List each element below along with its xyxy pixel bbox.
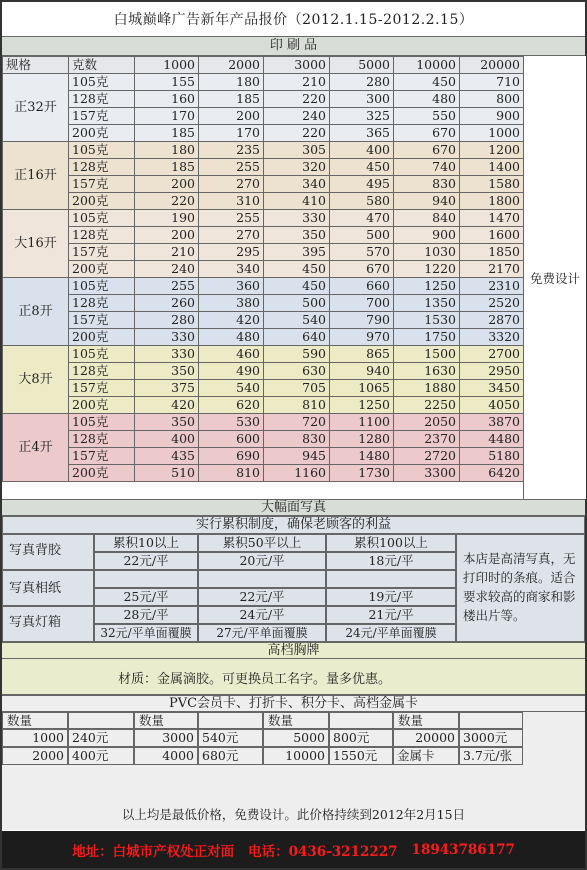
price-cell: 830 [264, 431, 330, 448]
price-cell: 185 [199, 91, 264, 108]
pvc-qty: 20000 [393, 729, 459, 747]
header-qty: 2000 [199, 57, 264, 74]
pvc-price: 3000元 [459, 729, 523, 747]
price-cell: 220 [264, 91, 330, 108]
price-cell: 420 [135, 397, 199, 414]
price-cell: 220 [135, 193, 199, 210]
print-price-table [2, 56, 524, 482]
paper-weight: 157克 [69, 312, 135, 329]
photo-quality-note: 本店是高清写真，无打印时的条痕。适合要求较高的商家和影楼出片等。 [456, 534, 585, 642]
paper-weight: 157克 [69, 244, 135, 261]
price-cell: 1800 [460, 193, 524, 210]
price-cell: 185 [135, 159, 199, 176]
price-cell: 330 [135, 329, 199, 346]
price-cell: 200 [135, 176, 199, 193]
price-cell: 590 [264, 346, 330, 363]
price-cell: 580 [330, 193, 394, 210]
price-cell: 395 [264, 244, 330, 261]
paper-weight: 128克 [69, 91, 135, 108]
price-cell: 970 [330, 329, 394, 346]
price-cell: 235 [199, 142, 264, 159]
price-cell: 900 [394, 227, 460, 244]
pvc-price: 400元 [68, 747, 134, 765]
badge-section [2, 659, 585, 695]
print-row [3, 397, 524, 414]
pvc-price: 540元 [198, 729, 263, 747]
price-cell: 495 [330, 176, 394, 193]
price-cell: 710 [460, 74, 524, 91]
price-cell: 2310 [460, 278, 524, 295]
print-row [3, 74, 524, 91]
price-cell: 280 [330, 74, 394, 91]
paper-weight: 200克 [69, 329, 135, 346]
photo-blank-cell [326, 570, 456, 588]
paper-weight: 128克 [69, 227, 135, 244]
price-cell: 5180 [460, 448, 524, 465]
price-cell: 190 [135, 210, 199, 227]
price-cell: 940 [394, 193, 460, 210]
price-cell: 1220 [394, 261, 460, 278]
photo-row-name: 写真相纸 [2, 570, 94, 606]
paper-weight: 200克 [69, 125, 135, 142]
print-row [3, 227, 524, 244]
price-cell: 630 [264, 363, 330, 380]
price-cell: 180 [199, 74, 264, 91]
print-row [3, 346, 524, 363]
photo-price: 22元/平 [94, 552, 198, 570]
price-cell: 435 [135, 448, 199, 465]
pvc-qty-label: 数量 [2, 712, 68, 729]
price-cell: 295 [199, 244, 264, 261]
price-cell: 1470 [460, 210, 524, 227]
price-cell: 210 [135, 244, 199, 261]
price-cell: 1280 [330, 431, 394, 448]
size-label: 大16开 [3, 210, 69, 278]
price-cell: 4480 [460, 431, 524, 448]
price-cell: 380 [199, 295, 264, 312]
header-qty: 1000 [135, 57, 199, 74]
pvc-qty-label: 数量 [263, 712, 329, 729]
price-cell: 375 [135, 380, 199, 397]
price-cell: 340 [264, 176, 330, 193]
mobile-text: 18943786177 [411, 841, 515, 858]
price-cell: 1160 [264, 465, 330, 482]
print-row [3, 244, 524, 261]
price-cell: 480 [394, 91, 460, 108]
price-cell: 350 [135, 363, 199, 380]
print-row [3, 176, 524, 193]
price-cell: 350 [264, 227, 330, 244]
price-cell: 1730 [330, 465, 394, 482]
free-design-label [523, 56, 586, 499]
header-qty: 5000 [330, 57, 394, 74]
price-cell: 810 [264, 397, 330, 414]
print-row [3, 431, 524, 448]
price-cell: 480 [199, 329, 264, 346]
header-spec: 规格 [3, 57, 69, 74]
price-cell: 1250 [330, 397, 394, 414]
price-cell: 2250 [394, 397, 460, 414]
price-cell: 1480 [330, 448, 394, 465]
price-cell: 450 [330, 159, 394, 176]
paper-weight: 105克 [69, 346, 135, 363]
pvc-qty-label: 数量 [393, 712, 459, 729]
print-section-heading: 印 刷 品 [2, 36, 585, 56]
page-title: 白城巅峰广告新年产品报价（2012.1.15-2012.2.15） [113, 12, 474, 28]
contact-bar [2, 831, 585, 868]
pvc-price: 680元 [198, 747, 263, 765]
size-label: 正4开 [3, 414, 69, 482]
pvc-qty: 4000 [134, 747, 198, 765]
paper-weight: 157克 [69, 108, 135, 125]
pvc-metal-price: 3.7元/张 [459, 747, 523, 765]
price-cell: 500 [330, 227, 394, 244]
price-cell: 260 [135, 295, 199, 312]
pvc-qty: 3000 [134, 729, 198, 747]
price-cell: 420 [199, 312, 264, 329]
price-cell: 620 [199, 397, 264, 414]
print-row [3, 261, 524, 278]
print-row [3, 142, 524, 159]
pvc-metal-label: 金属卡 [393, 747, 459, 765]
photo-price: 25元/平 [94, 588, 198, 606]
paper-weight: 157克 [69, 176, 135, 193]
price-cell: 255 [199, 210, 264, 227]
size-label: 正32开 [3, 74, 69, 142]
paper-weight: 105克 [69, 74, 135, 91]
paper-weight: 105克 [69, 278, 135, 295]
price-cell: 1200 [460, 142, 524, 159]
price-cell: 350 [135, 414, 199, 431]
print-row [3, 278, 524, 295]
photo-price: 20元/平 [198, 552, 326, 570]
price-cell: 2050 [394, 414, 460, 431]
price-cell: 240 [135, 261, 199, 278]
free-design-text: 免费设计 [529, 270, 580, 286]
print-header-row [3, 57, 524, 74]
print-row [3, 312, 524, 329]
price-cell: 1065 [330, 380, 394, 397]
price-cell: 670 [330, 261, 394, 278]
price-cell: 3870 [460, 414, 524, 431]
price-cell: 470 [330, 210, 394, 227]
price-cell: 450 [394, 74, 460, 91]
photo-price: 21元/平 [326, 606, 456, 624]
price-cell: 280 [135, 312, 199, 329]
pvc-price: 800元 [329, 729, 393, 747]
paper-weight: 128克 [69, 431, 135, 448]
address-text: 地址：白城市产权处正对面 [72, 843, 235, 860]
print-row [3, 448, 524, 465]
photo-laminate-price: 32元/平单面覆膜 [94, 624, 198, 642]
pvc-price: 240元 [68, 729, 134, 747]
price-cell: 490 [199, 363, 264, 380]
header-qty: 10000 [394, 57, 460, 74]
price-cell: 940 [330, 363, 394, 380]
price-cell: 305 [264, 142, 330, 159]
photo-price: 28元/平 [94, 606, 198, 624]
pvc-qty: 2000 [2, 747, 68, 765]
price-cell: 790 [330, 312, 394, 329]
price-cell: 550 [394, 108, 460, 125]
price-cell: 1350 [394, 295, 460, 312]
price-cell: 6420 [460, 465, 524, 482]
price-cell: 2720 [394, 448, 460, 465]
price-cell: 700 [330, 295, 394, 312]
paper-weight: 128克 [69, 159, 135, 176]
price-cell: 1500 [394, 346, 460, 363]
print-row [3, 193, 524, 210]
price-cell: 240 [264, 108, 330, 125]
price-cell: 865 [330, 346, 394, 363]
price-cell: 810 [199, 465, 264, 482]
pvc-section-heading: PVC会员卡、打折卡、积分卡、高档金属卡 [2, 695, 585, 712]
price-cell: 670 [394, 125, 460, 142]
price-cell: 2950 [460, 363, 524, 380]
print-row [3, 210, 524, 227]
price-cell: 540 [199, 380, 264, 397]
price-cell: 1750 [394, 329, 460, 346]
paper-weight: 157克 [69, 380, 135, 397]
pvc-qty: 5000 [263, 729, 329, 747]
photo-laminate-price: 24元/平单面覆膜 [326, 624, 456, 642]
price-cell: 2520 [460, 295, 524, 312]
size-label: 正16开 [3, 142, 69, 210]
price-cell: 270 [199, 176, 264, 193]
photo-subheading: 实行累积制度，确保老顾客的利益 [2, 516, 585, 534]
print-row [3, 380, 524, 397]
price-cell: 410 [264, 193, 330, 210]
price-cell: 1580 [460, 176, 524, 193]
print-row [3, 125, 524, 142]
price-cell: 255 [199, 159, 264, 176]
print-row [3, 295, 524, 312]
price-cell: 2170 [460, 261, 524, 278]
price-cell: 365 [330, 125, 394, 142]
photo-blank-cell [198, 570, 326, 588]
price-cell: 200 [135, 227, 199, 244]
paper-weight: 200克 [69, 465, 135, 482]
price-cell: 2870 [460, 312, 524, 329]
price-cell: 830 [394, 176, 460, 193]
price-cell: 945 [264, 448, 330, 465]
price-cell: 1600 [460, 227, 524, 244]
price-cell: 705 [264, 380, 330, 397]
paper-weight: 105克 [69, 210, 135, 227]
price-cell: 900 [460, 108, 524, 125]
price-cell: 400 [135, 431, 199, 448]
photo-section-heading: 大幅面写真 [2, 499, 585, 516]
photo-blank-cell [94, 570, 198, 588]
price-cell: 450 [264, 278, 330, 295]
photo-price: 19元/平 [326, 588, 456, 606]
photo-row-name: 写真灯箱 [2, 606, 94, 642]
price-cell: 500 [264, 295, 330, 312]
price-cell: 510 [135, 465, 199, 482]
price-cell: 330 [264, 210, 330, 227]
price-cell: 640 [264, 329, 330, 346]
print-row [3, 414, 524, 431]
price-cell: 740 [394, 159, 460, 176]
price-cell: 800 [460, 91, 524, 108]
price-cell: 1530 [394, 312, 460, 329]
price-cell: 1400 [460, 159, 524, 176]
paper-weight: 200克 [69, 397, 135, 414]
price-cell: 325 [330, 108, 394, 125]
photo-price: 24元/平 [198, 606, 326, 624]
price-cell: 540 [264, 312, 330, 329]
price-cell: 3300 [394, 465, 460, 482]
footer-note: 以上均是最低价格，免费设计。此价格持续到2012年2月15日 [121, 807, 466, 822]
price-cell: 670 [394, 142, 460, 159]
price-cell: 340 [199, 261, 264, 278]
paper-weight: 128克 [69, 363, 135, 380]
photo-price: 22元/平 [198, 588, 326, 606]
price-cell: 330 [135, 346, 199, 363]
price-cell: 3450 [460, 380, 524, 397]
price-cell: 400 [330, 142, 394, 159]
price-cell: 200 [199, 108, 264, 125]
price-cell: 840 [394, 210, 460, 227]
price-cell: 570 [330, 244, 394, 261]
price-cell: 1850 [460, 244, 524, 261]
price-cell: 2700 [460, 346, 524, 363]
pvc-blank [459, 712, 523, 729]
price-cell: 180 [135, 142, 199, 159]
price-cell: 3320 [460, 329, 524, 346]
price-cell: 1030 [394, 244, 460, 261]
price-cell: 170 [199, 125, 264, 142]
price-cell: 270 [199, 227, 264, 244]
price-cell: 170 [135, 108, 199, 125]
paper-weight: 200克 [69, 261, 135, 278]
price-cell: 660 [330, 278, 394, 295]
pvc-qty-label: 数量 [134, 712, 198, 729]
price-cell: 160 [135, 91, 199, 108]
paper-weight: 105克 [69, 142, 135, 159]
photo-tier-label: 累积50平以上 [198, 534, 326, 552]
paper-weight: 128克 [69, 295, 135, 312]
price-cell: 600 [199, 431, 264, 448]
print-row [3, 363, 524, 380]
photo-laminate-price: 27元/平单面覆膜 [198, 624, 326, 642]
price-cell: 1630 [394, 363, 460, 380]
header-weight: 克数 [69, 57, 135, 74]
pvc-blank [329, 712, 393, 729]
price-cell: 255 [135, 278, 199, 295]
photo-row-name: 写真背胶 [2, 534, 94, 570]
header-qty: 3000 [264, 57, 330, 74]
price-cell: 530 [199, 414, 264, 431]
print-row [3, 108, 524, 125]
price-cell: 2370 [394, 431, 460, 448]
print-row [3, 91, 524, 108]
price-cell: 720 [264, 414, 330, 431]
phone-text: 电话：0436-3212227 [248, 843, 398, 860]
price-cell: 155 [135, 74, 199, 91]
paper-weight: 157克 [69, 448, 135, 465]
paper-weight: 105克 [69, 414, 135, 431]
photo-tier-label: 累积10以上 [94, 534, 198, 552]
price-cell: 320 [264, 159, 330, 176]
photo-tier-label: 累积100以上 [326, 534, 456, 552]
pvc-blank [198, 712, 263, 729]
price-cell: 1250 [394, 278, 460, 295]
paper-weight: 200克 [69, 193, 135, 210]
price-cell: 460 [199, 346, 264, 363]
price-cell: 310 [199, 193, 264, 210]
price-cell: 450 [264, 261, 330, 278]
price-cell: 1000 [460, 125, 524, 142]
badge-section-heading: 高档胸牌 [2, 642, 585, 659]
price-cell: 300 [330, 91, 394, 108]
badge-description: 材质：金属滴胶。可更换员工名字。量多优惠。 [118, 672, 392, 687]
pvc-qty: 1000 [2, 729, 68, 747]
price-cell: 1880 [394, 380, 460, 397]
print-row [3, 329, 524, 346]
price-cell: 1100 [330, 414, 394, 431]
photo-price: 18元/平 [326, 552, 456, 570]
pvc-blank [68, 712, 134, 729]
pvc-qty: 10000 [263, 747, 329, 765]
price-cell: 4050 [460, 397, 524, 414]
photo-section [2, 516, 585, 642]
price-cell: 360 [199, 278, 264, 295]
size-label: 正8开 [3, 278, 69, 346]
price-cell: 185 [135, 125, 199, 142]
price-cell: 690 [199, 448, 264, 465]
print-row [3, 465, 524, 482]
print-row [3, 159, 524, 176]
price-cell: 220 [264, 125, 330, 142]
size-label: 大8开 [3, 346, 69, 414]
price-cell: 210 [264, 74, 330, 91]
pvc-price: 1550元 [329, 747, 393, 765]
header-qty: 20000 [460, 57, 524, 74]
